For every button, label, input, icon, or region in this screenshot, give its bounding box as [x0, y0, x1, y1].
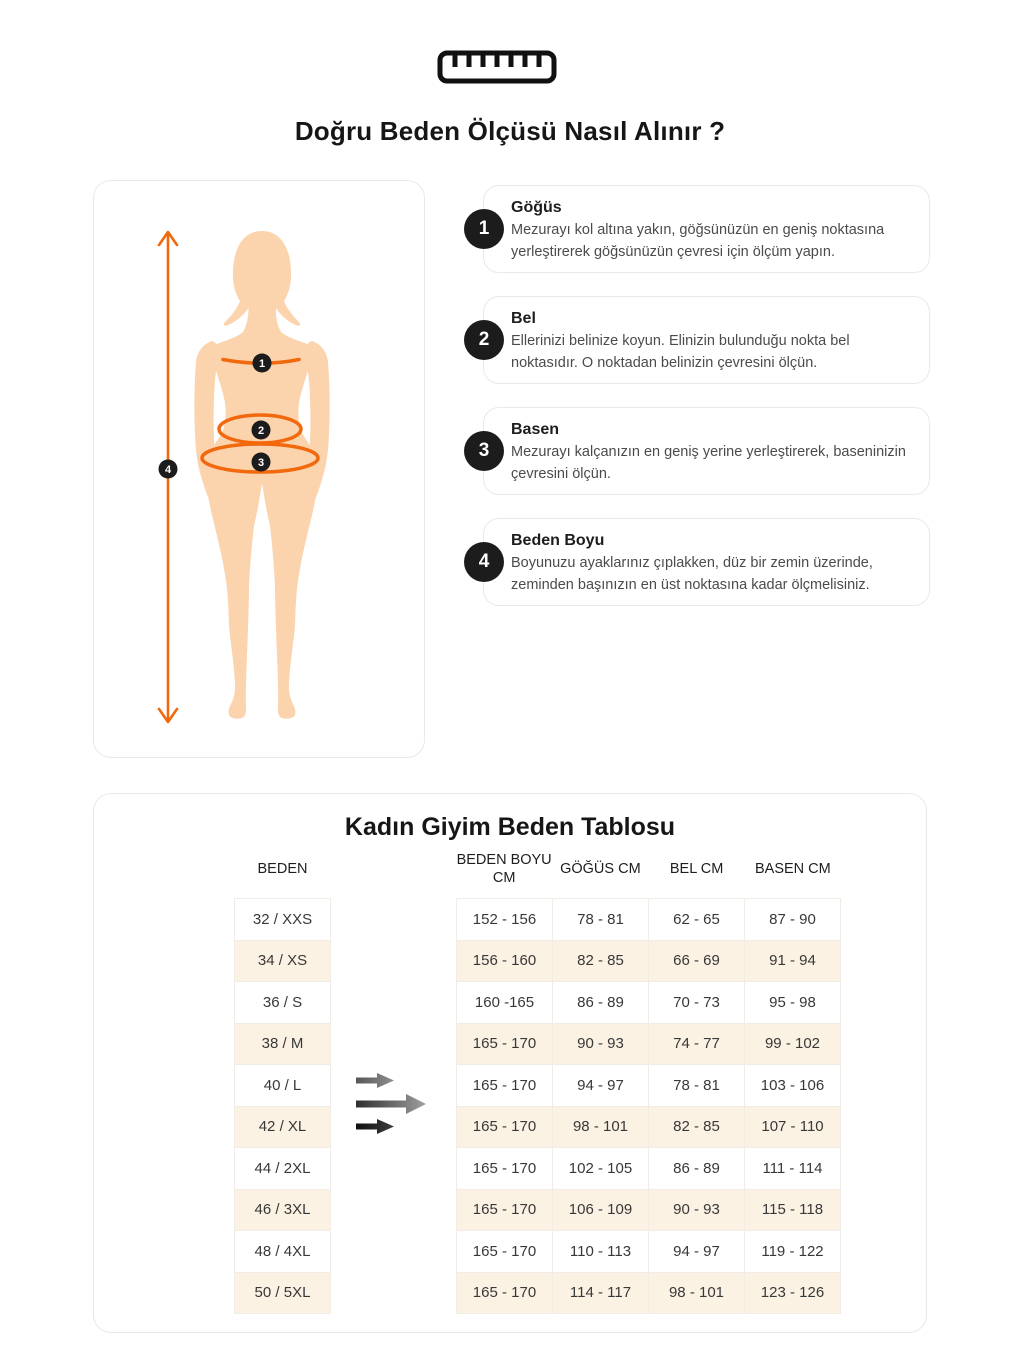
table-row [235, 899, 331, 941]
chest-cell: 98 - 101 [553, 1106, 649, 1148]
size-column [234, 898, 331, 1314]
instruction-cards [458, 185, 930, 629]
marker-3 [252, 453, 271, 472]
size-table-panel [93, 793, 927, 1333]
waist-cell: 70 - 73 [649, 982, 745, 1024]
size-cell: 36 / S [235, 982, 331, 1024]
svg-text:2: 2 [257, 425, 265, 437]
hip-cell: 115 - 118 [745, 1189, 841, 1231]
instruction-card-gogus [478, 185, 930, 273]
table-row [457, 1065, 841, 1107]
instruction-card-beden-boyu [478, 518, 930, 606]
table-row [457, 899, 841, 941]
step-number-badge: 3 [464, 431, 504, 471]
waist-cell: 82 - 85 [649, 1106, 745, 1148]
table-row [457, 1189, 841, 1231]
hip-cell: 87 - 90 [745, 899, 841, 941]
card-title: Basen [511, 421, 560, 438]
height-cell: 160 -165 [457, 982, 553, 1024]
step-number-badge: 4 [464, 542, 504, 582]
table-row [457, 1148, 841, 1190]
column-header-beden: BEDEN [257, 861, 308, 877]
chest-cell: 78 - 81 [553, 899, 649, 941]
card-text: Boyunuzu ayaklarınız çıplakken, düz bir zemin üzerinde, zeminden başınızın en üst noktasına kadar ölçmelisiniz. [511, 555, 873, 593]
transfer-arrows-icon [356, 1073, 426, 1136]
table-row [235, 1065, 331, 1107]
arrow-top [356, 1073, 394, 1088]
step-number-badge: 2 [464, 320, 504, 360]
hip-cell: 91 - 94 [745, 940, 841, 982]
column-header-basen: BASEN CM [755, 861, 831, 877]
marker-4 [159, 460, 178, 479]
hip-cell: 95 - 98 [745, 982, 841, 1024]
waist-cell: 86 - 89 [649, 1148, 745, 1190]
card-text: Mezurayı kalçanızın en geniş yerine yerleştirerek, baseninizin çevresini ölçün. [511, 444, 906, 482]
hip-cell: 99 - 102 [745, 1023, 841, 1065]
column-header-bel: BEL CM [669, 861, 724, 877]
hip-cell: 119 - 122 [745, 1231, 841, 1273]
card-title: Beden Boyu [511, 532, 605, 549]
size-cell: 40 / L [235, 1065, 331, 1107]
arrow-bottom [356, 1119, 394, 1134]
ruler-icon [437, 50, 557, 84]
hip-cell: 107 - 110 [745, 1106, 841, 1148]
table-row [235, 940, 331, 982]
table-row [235, 1231, 331, 1273]
height-cell: 165 - 170 [457, 1065, 553, 1107]
table-row [235, 1148, 331, 1190]
height-cell: 165 - 170 [457, 1023, 553, 1065]
column-header-beden-boyu: BEDEN BOYU CM [456, 852, 552, 886]
height-cell: 165 - 170 [457, 1106, 553, 1148]
step-number-badge: 1 [464, 209, 504, 249]
hip-cell: 103 - 106 [745, 1065, 841, 1107]
chest-cell: 94 - 97 [553, 1065, 649, 1107]
marker-2 [252, 421, 271, 440]
chest-cell: 102 - 105 [553, 1148, 649, 1190]
size-cell: 32 / XXS [235, 899, 331, 941]
card-text: Ellerinizi belinize koyun. Elinizin bulunduğu nokta bel noktasıdır. O noktadan belinizin çevresini ölçün. [511, 333, 850, 371]
svg-text:4: 4 [164, 464, 172, 476]
column-header-gogus: GÖĞÜS CM [560, 861, 641, 877]
chest-cell: 82 - 85 [553, 940, 649, 982]
height-cell: 152 - 156 [457, 899, 553, 941]
height-cell: 165 - 170 [457, 1231, 553, 1273]
size-cell: 46 / 3XL [235, 1189, 331, 1231]
body-figure [94, 181, 425, 758]
size-table-title: Kadın Giyim Beden Tablosu [344, 813, 676, 841]
table-row [457, 1106, 841, 1148]
body-silhouette-main [205, 231, 318, 719]
card-title: Bel [511, 310, 536, 327]
hip-cell: 123 - 126 [745, 1272, 841, 1314]
svg-text:1: 1 [258, 358, 266, 370]
marker-1 [253, 354, 272, 373]
size-cell: 48 / 4XL [235, 1231, 331, 1273]
card-text: Mezurayı kol altına yakın, göğsünüzün en geniş noktasına yerleştirerek göğsünüzün çevresi için ölçüm yapın. [511, 222, 885, 260]
size-cell: 34 / XS [235, 940, 331, 982]
table-row [235, 1106, 331, 1148]
card-title: Göğüs [511, 199, 562, 216]
table-row [457, 940, 841, 982]
page-title: Doğru Beden Ölçüsü Nasıl Alınır ? [294, 116, 726, 146]
height-cell: 156 - 160 [457, 940, 553, 982]
chest-cell: 114 - 117 [553, 1272, 649, 1314]
measurements-table [456, 898, 841, 1314]
table-row [235, 1272, 331, 1314]
table-row [235, 982, 331, 1024]
table-row [457, 1023, 841, 1065]
size-cell: 50 / 5XL [235, 1272, 331, 1314]
chest-cell: 106 - 109 [553, 1189, 649, 1231]
chest-cell: 90 - 93 [553, 1023, 649, 1065]
instruction-card-basen [478, 407, 930, 495]
table-row [457, 1272, 841, 1314]
table-row [235, 1023, 331, 1065]
size-cell: 38 / M [235, 1023, 331, 1065]
chest-cell: 86 - 89 [553, 982, 649, 1024]
table-row [457, 982, 841, 1024]
instruction-card-bel [478, 296, 930, 384]
waist-cell: 98 - 101 [649, 1272, 745, 1314]
arrow-middle [356, 1094, 426, 1114]
size-cell: 44 / 2XL [235, 1148, 331, 1190]
table-row [457, 1231, 841, 1273]
height-cell: 165 - 170 [457, 1148, 553, 1190]
waist-cell: 94 - 97 [649, 1231, 745, 1273]
waist-cell: 90 - 93 [649, 1189, 745, 1231]
waist-cell: 78 - 81 [649, 1065, 745, 1107]
waist-cell: 74 - 77 [649, 1023, 745, 1065]
height-cell: 165 - 170 [457, 1272, 553, 1314]
size-cell: 42 / XL [235, 1106, 331, 1148]
hip-cell: 111 - 114 [745, 1148, 841, 1190]
height-cell: 165 - 170 [457, 1189, 553, 1231]
svg-text:3: 3 [257, 457, 265, 469]
waist-cell: 62 - 65 [649, 899, 745, 941]
waist-cell: 66 - 69 [649, 940, 745, 982]
chest-cell: 110 - 113 [553, 1231, 649, 1273]
figure-panel [93, 180, 425, 758]
table-row [235, 1189, 331, 1231]
